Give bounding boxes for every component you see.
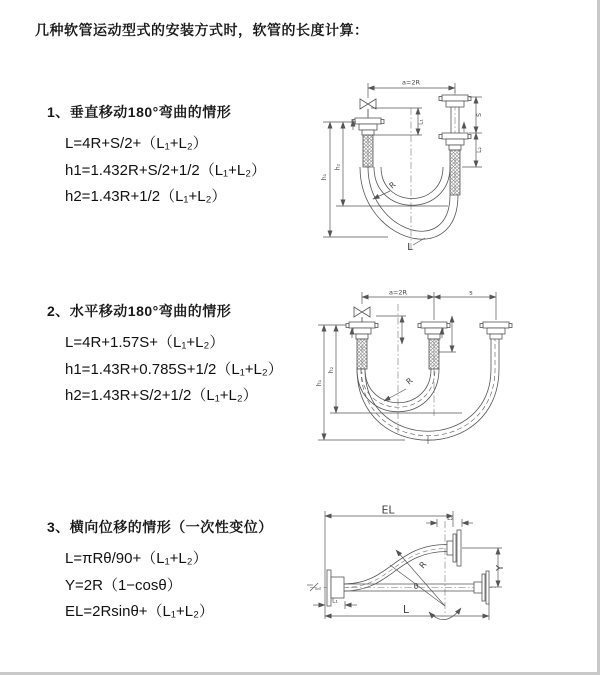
- formula-line: Y=2R（1−cosθ）: [65, 576, 182, 594]
- diagram-lateral-displacement: [300, 503, 600, 673]
- dim-label-s: S: [476, 113, 483, 117]
- right-lower-flange: [474, 571, 489, 604]
- dim-label-s: s: [469, 288, 473, 297]
- left-flange: [346, 322, 378, 369]
- formula-line: h2=1.43R+1/2（L₁+L₂）: [65, 188, 227, 205]
- braided-hose-section: [450, 150, 460, 195]
- dim-label-y: Y: [495, 565, 506, 571]
- section-1-heading: 1、垂直移动180°弯曲的情形: [47, 104, 232, 120]
- formula-line: h1=1.432R+S/2+1/2（L₁+L₂）: [65, 161, 267, 179]
- middle-flange: [418, 322, 450, 369]
- braided-hose-section: [429, 339, 439, 369]
- left-flange: [352, 118, 384, 167]
- section-1-formulas: [65, 131, 266, 211]
- dim-label-h1: h₁: [316, 379, 323, 387]
- upper-flange-displaced: [447, 530, 461, 566]
- braided-hose-section: [363, 135, 373, 167]
- formula-line: h2=1.43R+S/2+1/2（L₁+L₂）: [65, 387, 258, 404]
- right-lower-flange: [439, 133, 471, 195]
- dim-label-h2: h₂: [328, 366, 335, 374]
- section-3: [47, 517, 273, 626]
- section-3-formulas: [65, 546, 273, 626]
- section-2: [47, 301, 283, 410]
- dim-label-l2: L₂: [447, 515, 453, 522]
- section-1: [47, 102, 266, 211]
- dim-label-l1: L₁: [417, 119, 425, 125]
- valve-icon: [354, 307, 370, 322]
- dim-label-el: EL: [381, 503, 395, 517]
- formula-line: L=4R+1.57S+（L₁+L₂）: [65, 334, 225, 351]
- dim-label-l: L: [402, 603, 410, 616]
- formula-line: EL=2Rsinθ+（L₁+L₂）: [65, 603, 214, 620]
- dim-label-l1: L₁: [332, 597, 338, 605]
- braided-hose-section: [357, 339, 367, 369]
- section-2-heading: 2、水平移动180°弯曲的情形: [47, 303, 232, 319]
- hose-u-curves: [360, 167, 458, 239]
- dim-label-h1: h₁: [321, 173, 328, 181]
- hose-u-curves: [357, 339, 499, 440]
- label-bend-radius: R: [404, 376, 415, 387]
- dim-label-a2r: a=2R: [401, 78, 421, 87]
- label-bend-radius: R: [417, 559, 430, 572]
- page-title: 几种软管运动型式的安装方式时，软管的长度计算：: [35, 22, 369, 38]
- formula-line: L=4R+S/2+（L₁+L₂）: [65, 135, 208, 152]
- construction-lines: [390, 550, 461, 620]
- label-theta-angle: θ: [413, 582, 419, 591]
- section-3-heading: 3、横向位移的情形（一次性变位）: [47, 519, 273, 535]
- valve-icon: [360, 99, 376, 118]
- right-flange-shifted: [480, 322, 512, 339]
- formula-line: h1=1.43R+0.785S+1/2（L₁+L₂）: [65, 360, 283, 378]
- formula-line: L=πRθ/90+（L₁+L₂）: [65, 550, 208, 567]
- dim-label-l2: L₂: [476, 147, 483, 153]
- label-bend-radius: R: [387, 180, 398, 191]
- label-hose-length: L: [407, 242, 413, 253]
- dimension-lines: [318, 292, 496, 444]
- diagram-vertical-180-bend: [310, 72, 600, 262]
- centerline-symbol: [307, 583, 321, 591]
- dim-label-h2: h₂: [334, 163, 342, 171]
- section-2-formulas: [65, 330, 283, 410]
- dim-label-a2r: a=2R: [388, 288, 408, 297]
- diagram-horizontal-180-bend: [310, 282, 600, 472]
- centerlines: [310, 521, 496, 615]
